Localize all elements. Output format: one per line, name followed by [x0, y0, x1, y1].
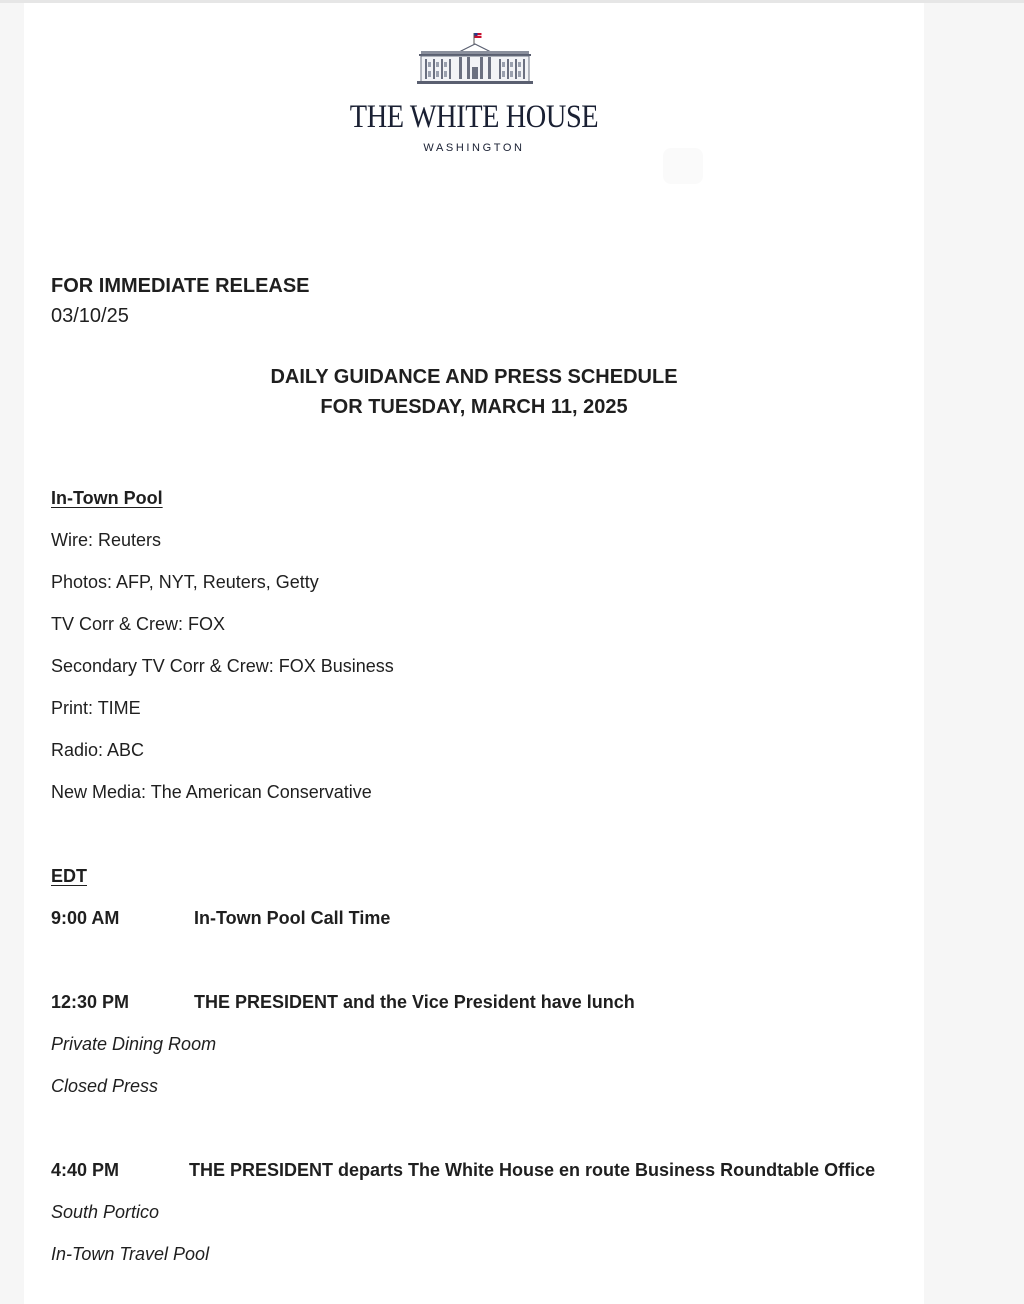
document-heading-line-1: DAILY GUIDANCE AND PRESS SCHEDULE — [270, 366, 678, 388]
event-detail: South Portico — [51, 1202, 160, 1222]
event-detail: In-Town Travel Pool — [51, 1244, 210, 1264]
event-detail: Private Dining Room — [51, 1034, 217, 1054]
release-date: 03/10/25 — [51, 305, 129, 327]
timezone-heading: EDT — [51, 866, 87, 886]
faint-overlay — [663, 148, 703, 184]
pool-item: Wire: Reuters — [51, 530, 162, 550]
press-release-document — [24, 3, 924, 1304]
event-time: 4:40 PM — [51, 1160, 120, 1180]
event-title: THE PRESIDENT departs The White House en route Business Roundtable Office — [189, 1160, 876, 1180]
pool-heading: In-Town Pool — [51, 488, 163, 508]
event-time: 12:30 PM — [51, 992, 130, 1012]
document-heading-line-2: FOR TUESDAY, MARCH 11, 2025 — [320, 396, 628, 418]
letterhead-title: THE WHITE HOUSE — [349, 99, 599, 135]
letterhead-subtitle: WASHINGTON — [423, 142, 525, 154]
event-title: In-Town Pool Call Time — [194, 908, 391, 928]
white-house-building-icon — [417, 31, 533, 87]
release-label: FOR IMMEDIATE RELEASE — [51, 275, 310, 297]
event-detail: Closed Press — [51, 1076, 159, 1096]
pool-item: Print: TIME — [51, 698, 141, 718]
event-title: THE PRESIDENT and the Vice President have lunch — [194, 992, 635, 1012]
pool-item: Radio: ABC — [51, 740, 145, 760]
event-time: 9:00 AM — [51, 908, 120, 928]
pool-item: TV Corr & Crew: FOX — [51, 614, 226, 634]
pool-item: New Media: The American Conservative — [51, 782, 372, 802]
us-flag-icon — [474, 33, 482, 45]
pool-item: Photos: AFP, NYT, Reuters, Getty — [51, 572, 319, 592]
pool-item: Secondary TV Corr & Crew: FOX Business — [51, 656, 394, 676]
